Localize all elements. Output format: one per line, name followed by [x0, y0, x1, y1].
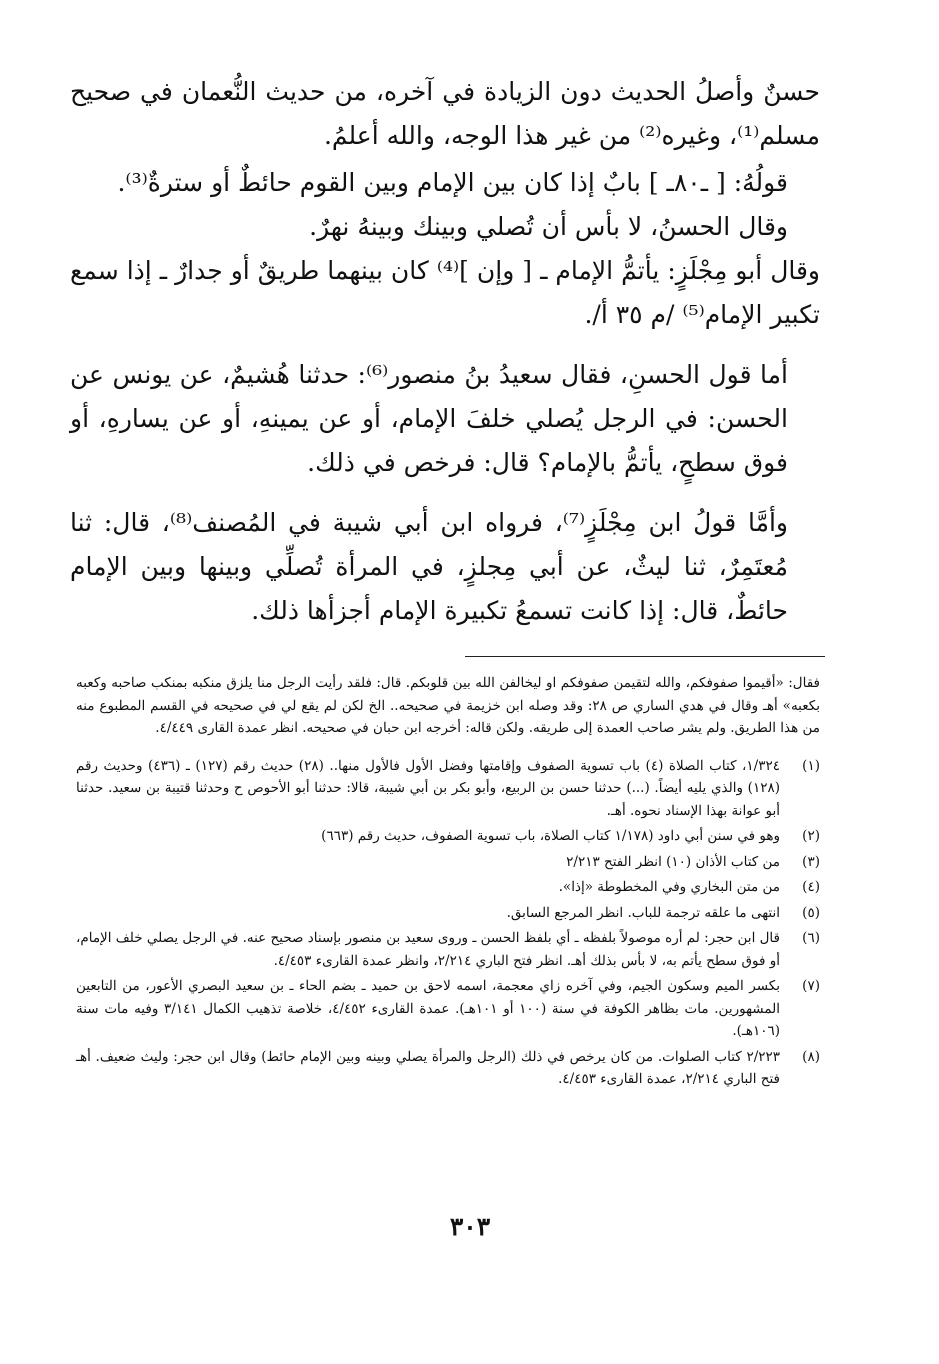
- footnote-number: (٢): [802, 828, 820, 844]
- footnote-text: قال ابن حجر: لم أره موصولاً بلفظه ـ أي بلفظ الحسن ـ وروى سعيد بن منصور بإسناد صحيح عنه. في الرجل يصلي خلف الإمام، أو فوق سطح يأتم به، لا بأس بذلك أهـ. انظر فتح الباري ٢/٢١٤، وانظر عمدة القارىء ٤/٤٥٣.: [76, 930, 780, 969]
- footnote-1: [76, 755, 820, 823]
- footnote-continuation: فقال: «أقيموا صفوفكم، والله لتقيمن صفوفكم او ليخالفن الله بين قلوبكم. قال: فلقد رأيت الرجل منا يلزق منكبه بمنكب صاحبه وكعبه بكعبه» أهـ وقال في هدي الساري ص ٢٨: وقد وصله ابن خزيمة في صحيحه.. الخ لكن لم يقع لي في صحيحه في القسم المطبوع منه من هذا الطريق. ولم يشر صاحب العمدة إلى طريقه. ولكن قاله: أخرجه ابن حبان في صحيحه. انظر عمدة القارى ٤/٤٤٩.: [76, 675, 820, 736]
- footnote-text: ١/٣٢٤، كتاب الصلاة (٤) باب تسوية الصفوف وإقامتها وفضل الأول فالأول منها.. (٢٨) حديث رقم (١٢٧) ـ (٤٣٦) وحديث رقم (١٢٨) والذي يليه أيضاً. (...) حدثنا حسن بن الربيع، وأبو بكر بن أبي شيبة، قالا: حدثنا أبو الأحوص ح وحدثنا قتيبة بن سعيد. حدثنا أبو عوانة بهذا الإسناد نحوه. أهـ.: [76, 757, 780, 819]
- footnote-5: [76, 902, 820, 925]
- opening-paragraph: حسنٌ وأصلُ الحديث دون الزيادة في آخره، من حديث النُّعمان في صحيح مسلم⁽¹⁾، وغيره⁽²⁾ من غير هذا الوجه، والله أعلمُ.: [70, 77, 820, 150]
- footnotes: [76, 672, 820, 1091]
- footnote-number: (٨): [802, 1048, 820, 1065]
- footnote-number: (٣): [802, 853, 820, 870]
- hasan-quote: وقال الحسنُ، لا بأس أن تُصلي وبينك وبينهُ نهرٌ.: [309, 212, 788, 241]
- footnote-number: (٦): [802, 930, 820, 946]
- footnote-number: (١): [802, 757, 820, 774]
- footnote-text: انتهى ما علقه ترجمة للباب. انظر المرجع السابق.: [506, 904, 780, 921]
- footnote-text: من كتاب الأذان (١٠) انظر الفتح ٢/٢١٣: [566, 853, 780, 870]
- chapter-heading-text: قولُهُ: [ ـ٨٠ـ ] بابٌ إذا كان بين الإمام وبين القوم حائطٌ أو سترةٌ⁽³⁾.: [117, 168, 788, 197]
- footnote-number: (٤): [802, 879, 820, 895]
- footnote-text: وهو في سنن أبي داود (١/١٧٨ كتاب الصلاة، باب تسوية الصفوف، حديث رقم (٦٦٣): [321, 828, 780, 844]
- footnote-text: من متن البخاري وفي المخطوطة «إذا».: [558, 879, 780, 895]
- footnote-number: (٧): [802, 978, 820, 994]
- footnote-6: [76, 927, 820, 972]
- footnote-text: بكسر الميم وسكون الجيم، وفي آخره زاي معجمة، اسمه لاحق بن حميد ـ بضم الحاء ـ بن سعيد البصري الأعور، من التابعين المشهورين. مات بظاهر الكوفة في سنة (١٠٠ أو ١٠١هـ). عمدة القارىء ٤/٤٥٢، خلاصة تذهيب الكمال ٣/١٤١ وفيه مات سنة (١٠٦هـ).: [76, 978, 781, 1039]
- mijlaz-quote: وقال أبو مِجْلَزٍ: يأتمُّ الإمام ـ [ وإن ]⁽⁴⁾ كان بينهما طريقٌ أو جدارٌ ـ إذا سمع تكبير الإمام⁽⁵⁾ /م ٣٥ أ/.: [70, 256, 820, 329]
- footnote-text: ٢/٢٢٣ كتاب الصلوات. من كان يرخص في ذلك (الرجل والمرأة يصلي وبينه وبين الإمام حائط) وقال ابن حجر: وليث ضعيف. أهـ فتح الباري ٢/٢١٤، عمدة القارىء ٤/٤٥٣.: [76, 1048, 780, 1087]
- main-text: [70, 70, 820, 633]
- hasan-commentary: أما قول الحسنِ، فقال سعيدُ بنُ منصور⁽⁶⁾: حدثنا هُشيمٌ، عن يونس عن الحسن: في الرجل يُصلي خلفَ الإمام، أو عن يمينهِ، أو عن يسارهِ، أو فوق سطحٍ، يأتمُّ بالإمام؟ قال: فرخص في ذلك.: [70, 360, 788, 477]
- footnote-2: [76, 825, 820, 848]
- chapter-heading: [70, 161, 820, 205]
- footnote-divider: [465, 656, 825, 657]
- footnote-number: (٥): [802, 904, 820, 921]
- footnote-8: [76, 1046, 820, 1091]
- footnote-7: [76, 975, 820, 1043]
- page-number: ٣٠٣: [449, 1212, 491, 1241]
- footnote-3: [76, 851, 820, 874]
- footnote-4: [76, 876, 820, 899]
- mijlaz-commentary: وأمَّا قولُ ابن مِجْلَزٍ⁽⁷⁾، فرواه ابن أبي شيبة في المُصنف⁽⁸⁾، قال: ثنا مُعتَمِرٌ، ثنا ليثٌ، عن أبي مِجلزٍ، في المرأة تُصلِّي وبينها وبين الإمام حائطٌ، قال: إذا كانت تسمعُ تكبيرة الإمام أجزأها ذلك.: [70, 508, 788, 625]
